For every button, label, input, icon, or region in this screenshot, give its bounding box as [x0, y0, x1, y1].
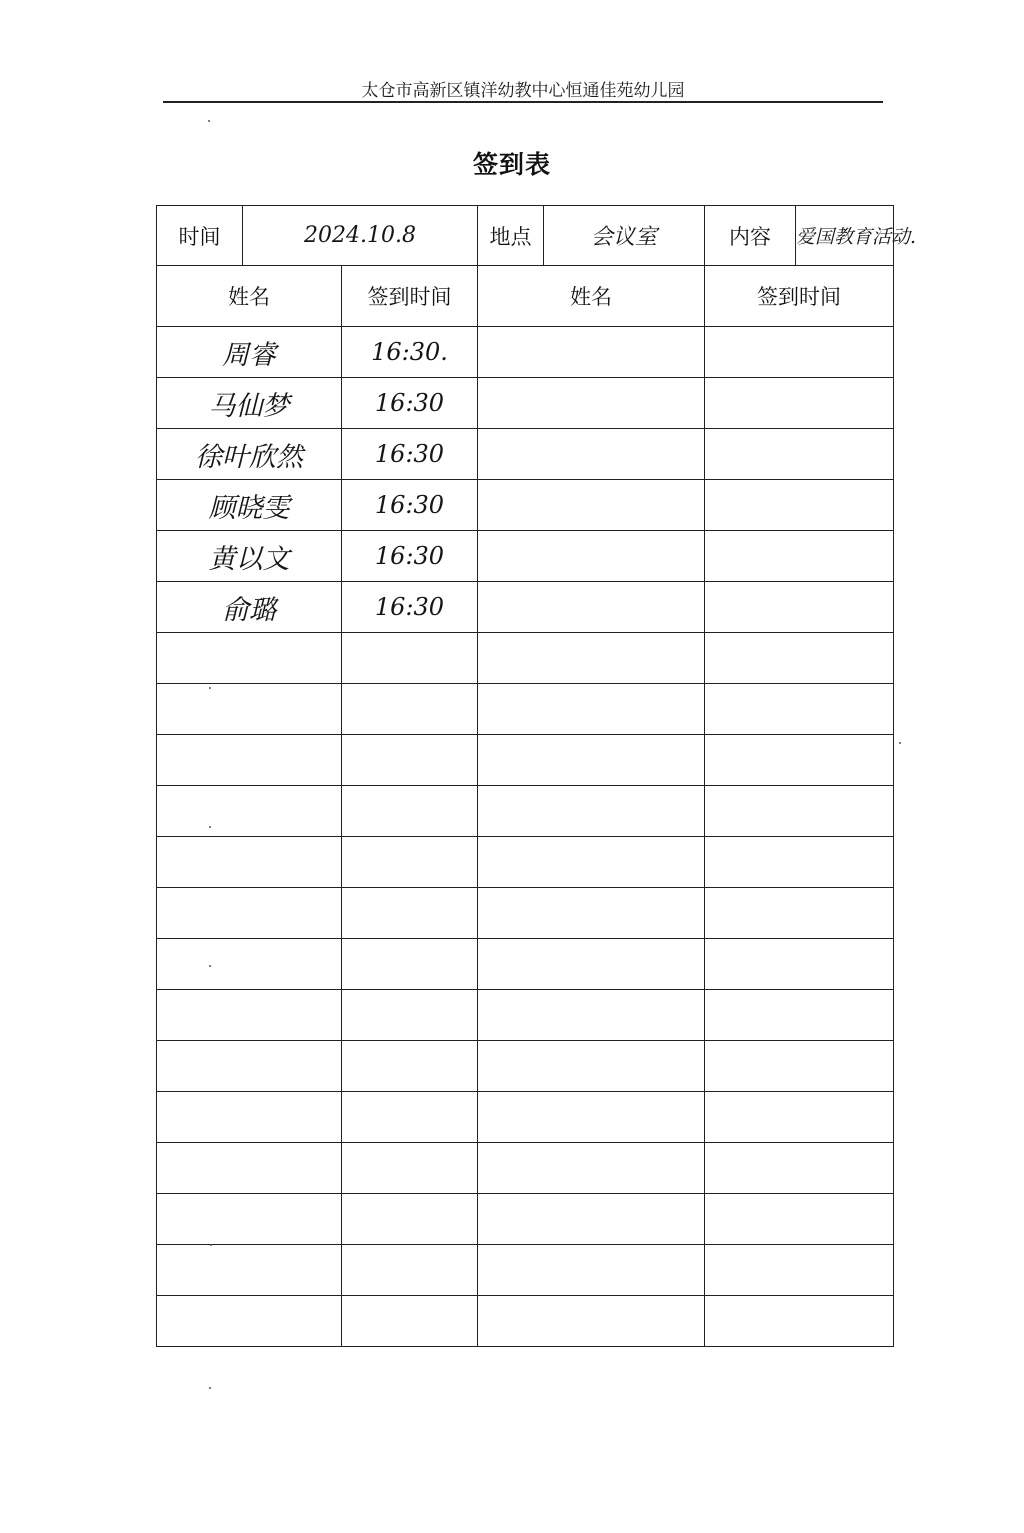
sign-in-time — [342, 1041, 478, 1092]
signature-name-right — [478, 1143, 705, 1194]
header-name-left: 姓名 — [157, 266, 342, 327]
table-row — [157, 1245, 894, 1296]
scan-speck — [209, 826, 211, 828]
scan-speck — [210, 1244, 212, 1246]
signature-name-right — [478, 1194, 705, 1245]
signature-name — [157, 735, 342, 786]
signature-name — [157, 837, 342, 888]
sign-in-time: 16:30. — [342, 327, 478, 378]
column-header-row — [157, 266, 894, 327]
sign-in-time — [342, 1296, 478, 1347]
scan-speck — [208, 120, 210, 122]
table-row — [157, 327, 894, 378]
sign-in-time — [342, 1143, 478, 1194]
table-row — [157, 1041, 894, 1092]
sign-in-time — [342, 735, 478, 786]
signature-name-right — [478, 633, 705, 684]
time-label: 时间 — [157, 206, 243, 266]
signature-name-right — [478, 1245, 705, 1296]
signature-name-right — [478, 1296, 705, 1347]
sign-in-time — [342, 888, 478, 939]
sign-in-time-right — [705, 378, 894, 429]
sign-in-time — [342, 633, 478, 684]
table-row — [157, 1092, 894, 1143]
signature-name — [157, 1143, 342, 1194]
signature-name — [157, 684, 342, 735]
sign-in-time-right — [705, 990, 894, 1041]
sign-in-time-right — [705, 1092, 894, 1143]
sign-in-time — [342, 939, 478, 990]
signature-name-right — [478, 939, 705, 990]
sign-in-time-right — [705, 939, 894, 990]
sign-in-time-right — [705, 735, 894, 786]
scan-speck — [209, 687, 211, 689]
signature-name — [157, 1245, 342, 1296]
table-row — [157, 1296, 894, 1347]
place-value: 会议室 — [544, 206, 705, 266]
sign-in-time-right — [705, 1245, 894, 1296]
signature-name — [157, 939, 342, 990]
signature-name-right — [478, 531, 705, 582]
signature-name-right — [478, 786, 705, 837]
header-name-right: 姓名 — [478, 266, 705, 327]
table-row — [157, 1143, 894, 1194]
table-row — [157, 378, 894, 429]
header-time-left: 签到时间 — [342, 266, 478, 327]
signature-name: 顾晓雯 — [157, 480, 342, 531]
signature-name-right — [478, 378, 705, 429]
sign-in-table — [156, 205, 917, 1347]
table-row — [157, 786, 894, 837]
sign-in-time-right — [705, 633, 894, 684]
table-row — [157, 684, 894, 735]
signature-name — [157, 1092, 342, 1143]
table-row — [157, 429, 894, 480]
signature-name-right — [478, 837, 705, 888]
signature-name-right — [478, 888, 705, 939]
sign-in-time-right — [705, 1296, 894, 1347]
letterhead: 太仓市高新区镇洋幼教中心恒通佳苑幼儿园 — [361, 81, 685, 101]
signature-name — [157, 786, 342, 837]
signature-name-right — [478, 1041, 705, 1092]
sign-in-time — [342, 990, 478, 1041]
table-row — [157, 735, 894, 786]
header-rule — [163, 101, 883, 103]
table-row — [157, 582, 894, 633]
signature-name-right — [478, 429, 705, 480]
signature-name — [157, 1194, 342, 1245]
sign-in-time: 16:30 — [342, 531, 478, 582]
signature-name-right — [478, 582, 705, 633]
sign-in-time — [342, 1245, 478, 1296]
sign-in-time: 16:30 — [342, 582, 478, 633]
sign-in-time-right — [705, 1143, 894, 1194]
sign-in-time-right — [705, 1194, 894, 1245]
signature-name-right — [478, 1092, 705, 1143]
table-row — [157, 480, 894, 531]
signature-name — [157, 990, 342, 1041]
sign-in-time — [342, 786, 478, 837]
signature-name-right — [478, 684, 705, 735]
signature-name-right — [478, 327, 705, 378]
signature-name: 徐叶欣然 — [157, 429, 342, 480]
signature-name-right — [478, 990, 705, 1041]
sign-in-time-right — [705, 888, 894, 939]
signature-name — [157, 1296, 342, 1347]
scan-speck — [209, 965, 211, 967]
scan-speck — [209, 1387, 211, 1389]
signature-name — [157, 1041, 342, 1092]
info-row — [157, 206, 894, 266]
content-value: 爱国教育活动. — [796, 206, 894, 266]
sign-in-time — [342, 684, 478, 735]
table-row — [157, 1194, 894, 1245]
sign-in-time-right — [705, 480, 894, 531]
table-row — [157, 531, 894, 582]
sign-in-time: 16:30 — [342, 480, 478, 531]
sign-in-time-right — [705, 531, 894, 582]
header-time-right: 签到时间 — [705, 266, 894, 327]
scan-speck — [899, 742, 901, 744]
sign-in-time-right — [705, 837, 894, 888]
sign-in-time — [342, 837, 478, 888]
content-label: 内容 — [705, 206, 796, 266]
signature-name — [157, 633, 342, 684]
sign-in-time-right — [705, 327, 894, 378]
place-label: 地点 — [478, 206, 544, 266]
sign-in-time-right — [705, 1041, 894, 1092]
signature-name: 俞璐 — [157, 582, 342, 633]
time-value: 2024.10.8 — [243, 206, 478, 266]
sign-in-time — [342, 1092, 478, 1143]
table-row — [157, 837, 894, 888]
signature-name — [157, 888, 342, 939]
sign-in-time: 16:30 — [342, 429, 478, 480]
sign-in-time-right — [705, 786, 894, 837]
signature-name-right — [478, 735, 705, 786]
signature-name: 马仙梦 — [157, 378, 342, 429]
signature-name: 周睿 — [157, 327, 342, 378]
sign-in-time: 16:30 — [342, 378, 478, 429]
table-row — [157, 888, 894, 939]
table-row — [157, 939, 894, 990]
page-title: 签到表 — [472, 150, 551, 179]
signature-name-right — [478, 480, 705, 531]
sign-in-time — [342, 1194, 478, 1245]
signature-name: 黄以文 — [157, 531, 342, 582]
sign-in-time-right — [705, 582, 894, 633]
sign-in-time-right — [705, 684, 894, 735]
table-row — [157, 990, 894, 1041]
table-row — [157, 633, 894, 684]
sign-in-time-right — [705, 429, 894, 480]
